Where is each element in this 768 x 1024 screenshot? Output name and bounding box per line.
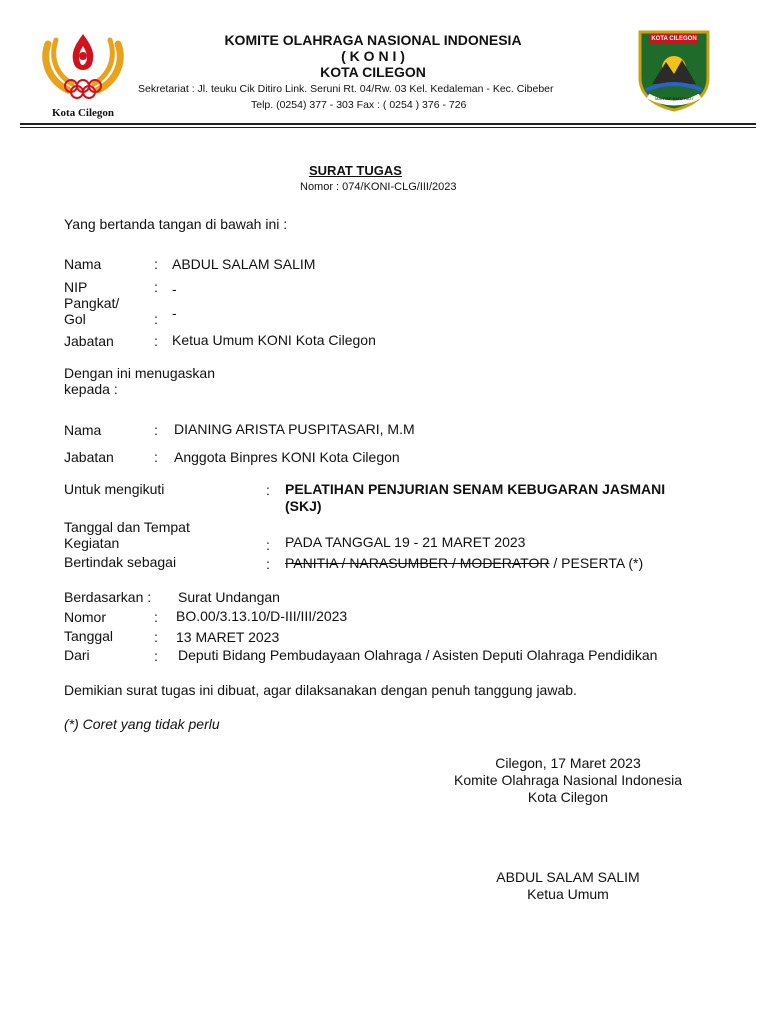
right-logo-banner: KOTA CILEGON — [651, 36, 697, 42]
signer-pangkat-value: - — [172, 305, 177, 321]
dari-colon: : — [154, 648, 158, 664]
signer-pangkat-label: Pangkat/ — [64, 295, 120, 311]
org-name: KOMITE OLAHRAGA NASIONAL INDONESIA — [224, 32, 522, 48]
footnote-text: (*) Coret yang tidak perlu — [64, 716, 220, 732]
signer-jabatan-label: Jabatan — [64, 333, 114, 349]
signer-name-colon: : — [154, 256, 158, 272]
org-city: KOTA CILEGON — [320, 64, 426, 80]
bertindak-struck-roles: PANITIA / NARASUMBER / MODERATOR — [285, 555, 550, 571]
untuk-value-line-1: PELATIHAN PENJURIAN SENAM KEBUGARAN JASMANI — [285, 481, 666, 497]
dari-value: Deputi Bidang Pembudayaan Olahraga / Asisten Deputi Olahraga Pendidikan — [178, 647, 658, 663]
assignee-name-colon: : — [154, 422, 158, 438]
header-divider-thick — [20, 123, 756, 125]
signer-name-label: Nama — [64, 256, 102, 272]
signature-place-date: Cilegon, 17 Maret 2023 — [495, 755, 641, 771]
bertindak-active-role: / PESERTA (*) — [553, 555, 644, 571]
bertindak-colon: : — [266, 556, 270, 572]
org-address: Sekretariat : Jl. teuku Cik Ditiro Link. Seruni Rt. 04/Rw. 03 Kel. Kedaleman - Kec. Cibeber — [138, 83, 554, 95]
koni-flame-icon — [38, 30, 128, 100]
nomor-label: Nomor — [64, 609, 107, 625]
signature-role: Ketua Umum — [527, 886, 609, 902]
koni-logo — [38, 30, 128, 118]
signer-pangkat-colon: : — [154, 311, 158, 327]
signature-city: Kota Cilegon — [527, 789, 609, 805]
bertindak-label: Bertindak sebagai — [64, 554, 177, 570]
signature-org: Komite Olahraga Nasional Indonesia — [453, 772, 683, 788]
assignee-jabatan-value: Anggota Binpres KONI Kota Cilegon — [174, 449, 400, 465]
bertindak-value — [285, 555, 643, 571]
left-logo-caption: Kota Cilegon — [51, 107, 115, 119]
untuk-value-line-2: (SKJ) — [285, 498, 322, 514]
assignee-name-value: DIANING ARISTA PUSPITASARI, M.M — [174, 421, 415, 437]
assignee-jabatan-label: Jabatan — [64, 449, 114, 465]
intro-text: Yang bertanda tangan di bawah ini : — [64, 216, 288, 232]
berdasarkan-label: Berdasarkan : — [64, 589, 152, 605]
tanggal-surat-colon: : — [154, 629, 158, 645]
cilegon-emblem — [636, 28, 712, 112]
signer-gol-label: Gol — [64, 311, 86, 327]
right-logo-motto: MANTAP SATU HATI — [655, 96, 693, 101]
org-phone: Telp. (0254) 377 - 303 Fax : ( 0254 ) 376 - 726 — [251, 99, 467, 111]
nomor-colon: : — [154, 609, 158, 625]
signer-nip-label: NIP — [64, 279, 88, 295]
untuk-colon: : — [266, 482, 270, 498]
signer-nip-value: - — [172, 281, 177, 297]
berdasarkan-value: Surat Undangan — [178, 589, 280, 605]
tanggal-label-line-1: Tanggal dan Tempat — [64, 519, 190, 535]
org-abbrev: ( K O N I ) — [341, 48, 405, 64]
closing-text: Demikian surat tugas ini dibuat, agar dilaksanakan dengan penuh tanggung jawab. — [64, 682, 577, 698]
header-divider-thin — [20, 127, 756, 128]
document-title: SURAT TUGAS — [309, 163, 402, 178]
assignee-name-label: Nama — [64, 422, 102, 438]
signer-jabatan-colon: : — [154, 333, 158, 349]
document-number: Nomor : 074/KONI-CLG/III/2023 — [300, 181, 457, 193]
tanggal-label-line-2: Kegiatan — [64, 535, 120, 551]
signature-name: ABDUL SALAM SALIM — [496, 869, 640, 885]
tanggal-surat-label: Tanggal — [64, 628, 114, 644]
dari-label: Dari — [64, 647, 90, 663]
signer-name-value: ABDUL SALAM SALIM — [172, 256, 316, 272]
assign-line-2: kepada : — [64, 381, 118, 397]
signer-nip-colon: : — [154, 279, 158, 295]
untuk-label: Untuk mengikuti — [64, 481, 165, 497]
assignee-jabatan-colon: : — [154, 449, 158, 465]
nomor-value: BO.00/3.13.10/D-III/III/2023 — [176, 608, 348, 624]
assign-line-1: Dengan ini menugaskan — [64, 365, 215, 381]
signer-jabatan-value: Ketua Umum KONI Kota Cilegon — [172, 332, 376, 348]
tanggal-colon: : — [266, 537, 270, 553]
tanggal-value: PADA TANGGAL 19 - 21 MARET 2023 — [285, 534, 526, 550]
tanggal-surat-value: 13 MARET 2023 — [176, 629, 280, 645]
